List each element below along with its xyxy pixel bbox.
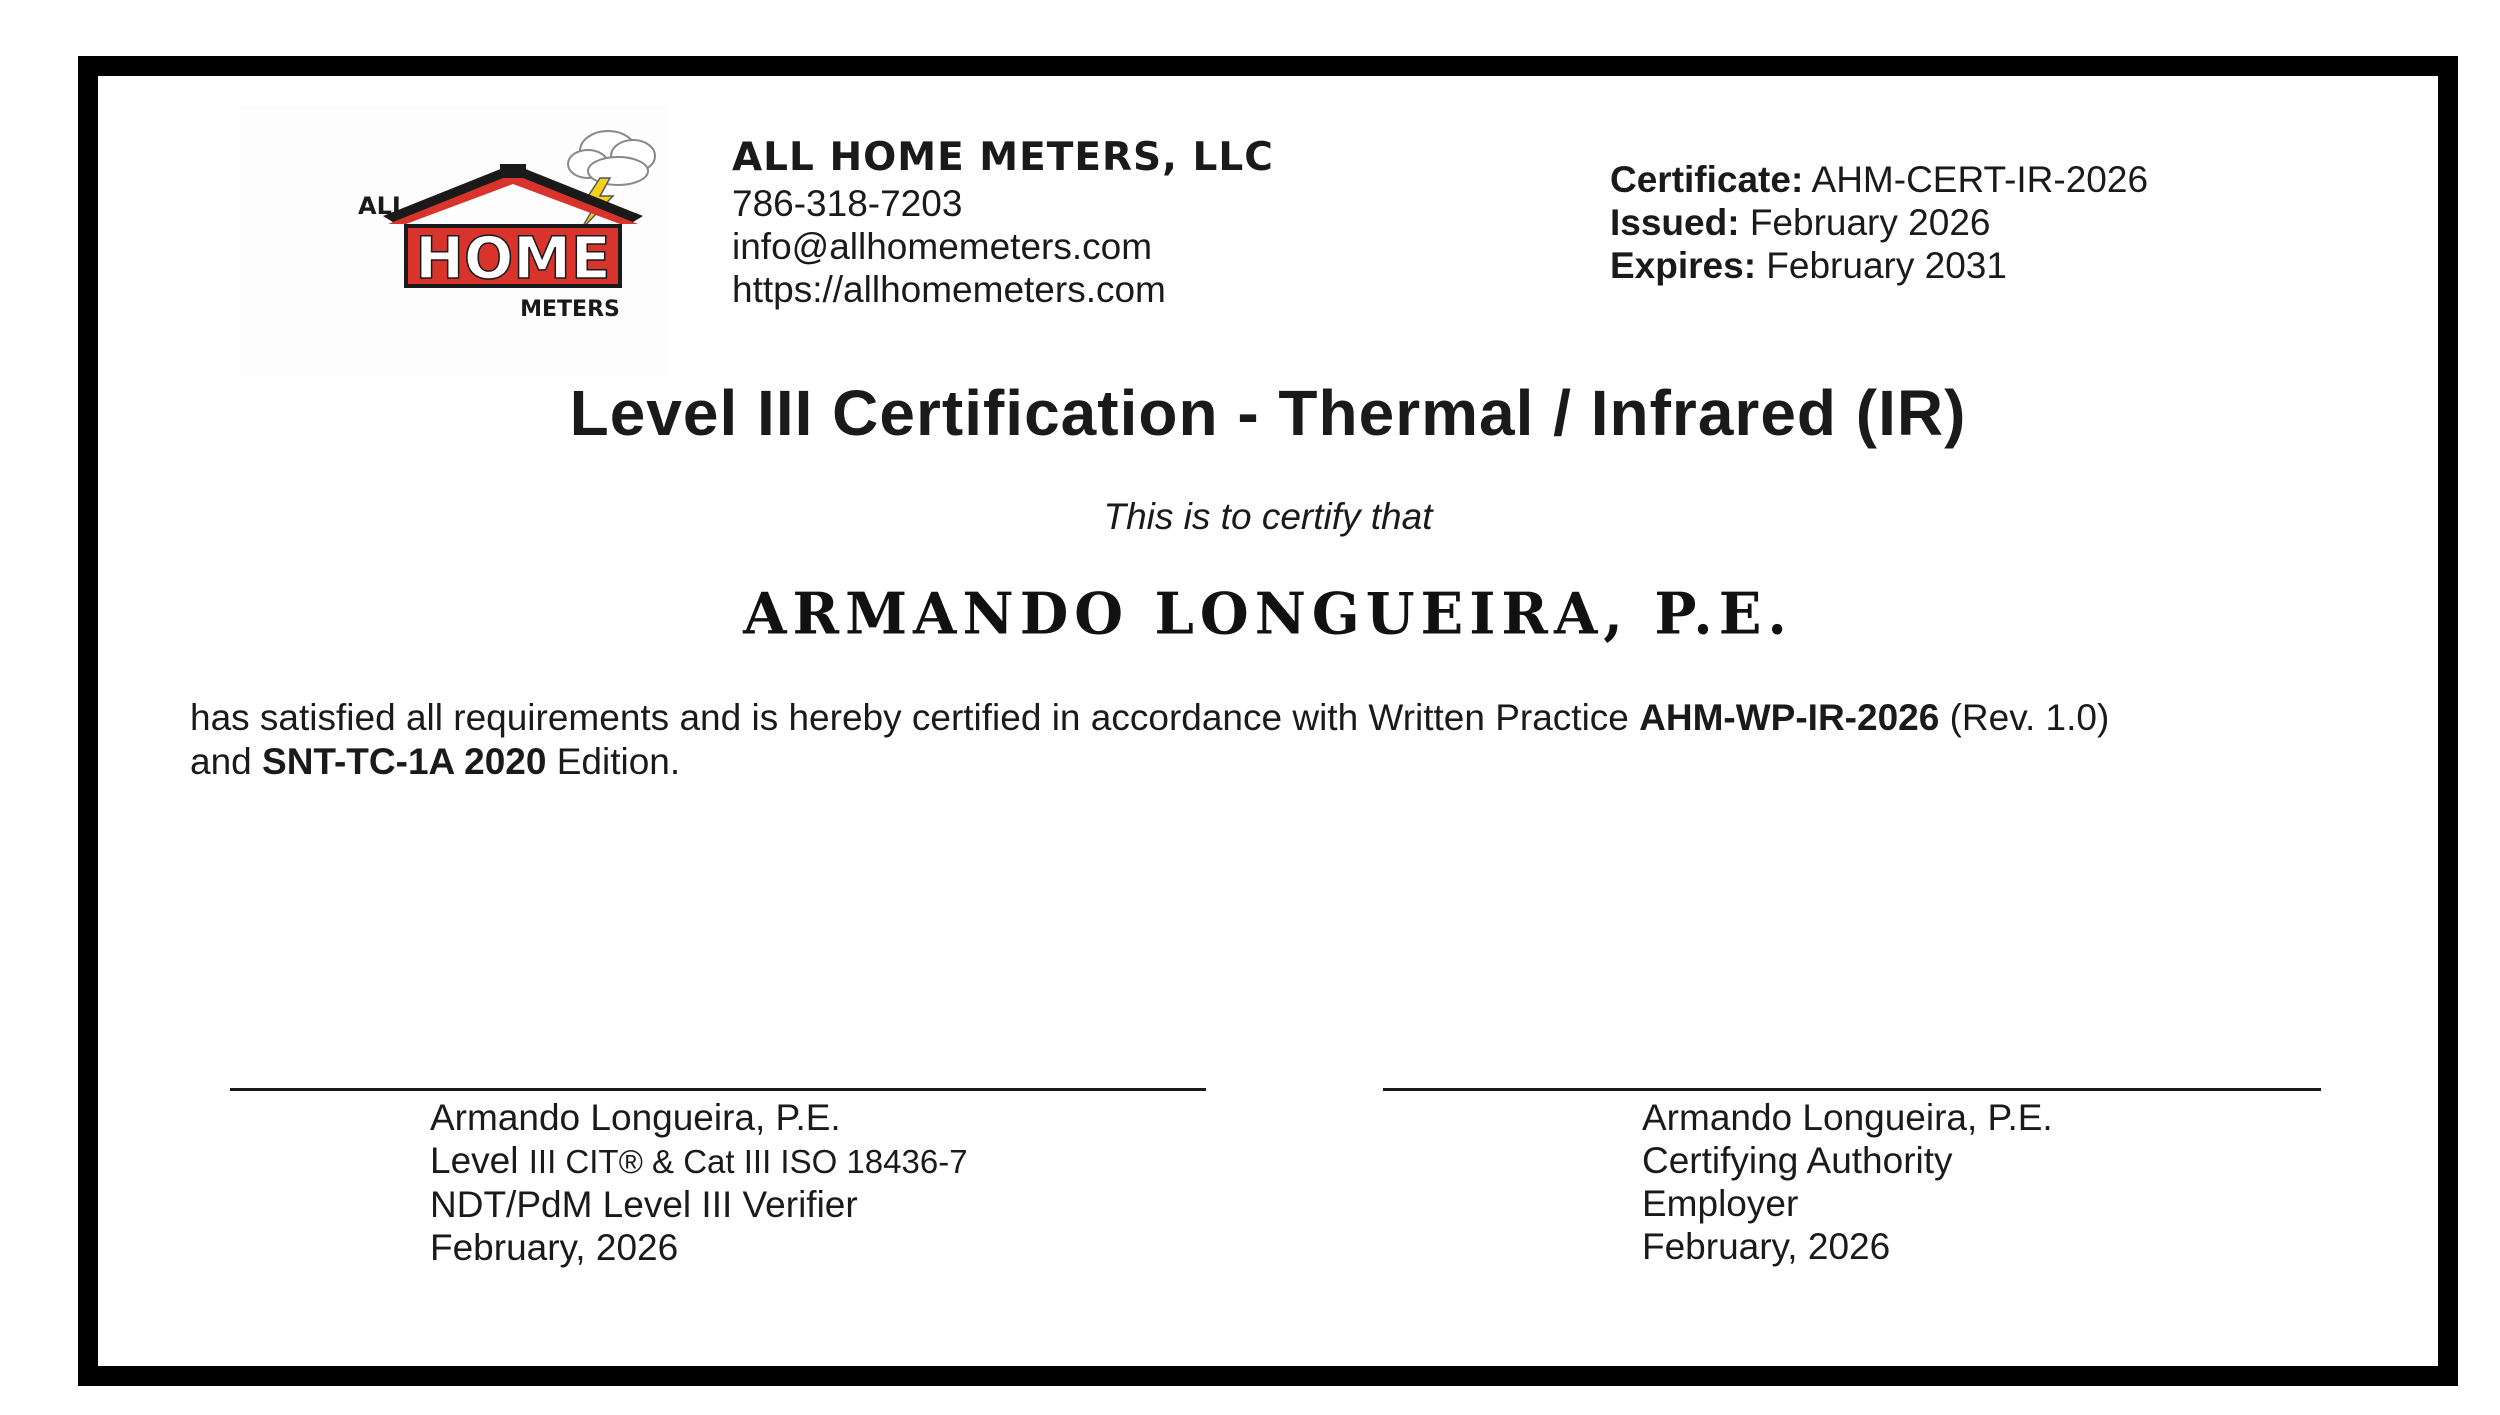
written-practice-id: AHM-WP-IR-2026 [1639,697,1940,738]
signer-date-right: February, 2026 [1642,1226,1891,1267]
certificate-number-row [1610,158,2410,201]
certify-text: This is to certify that [1103,496,1433,537]
signature-block-left [430,1096,968,1269]
company-logo [238,106,668,376]
issued-label: Issued: [1610,202,1740,243]
cred-prefix: Level [430,1140,529,1181]
signer-role-left: NDT/PdM Level III Verifier [430,1184,858,1225]
certificate-details [1610,158,2410,287]
certification-statement [190,696,2430,784]
signer-name-right: Armando Longueira, P.E. [1642,1097,2053,1138]
signer-name-left: Armando Longueira, P.E. [430,1097,841,1138]
statement-part2: (Rev. 1.0) [1939,697,2110,738]
cred-rest: III CIT® & Cat III ISO 18436-7 [528,1143,968,1180]
certificate-number: AHM-CERT-IR-2026 [1811,159,2149,200]
company-name: ALL HOME METERS, LLC [732,135,1274,180]
company-phone: 786-318-7203 [732,183,963,224]
company-info [732,134,1532,311]
statement-part3: and [190,741,263,782]
issued-row [1610,201,2410,244]
certificate-frame [78,56,2458,1386]
company-website: https://allhomemeters.com [732,269,1166,310]
expires-date: February 2031 [1766,245,2007,286]
signature-line-left [230,1088,1206,1091]
issued-date: February 2026 [1749,202,1991,243]
certificate-title: Level III Certification - Thermal / Infrared (IR) [569,377,1967,449]
logo-word-all: ALL [358,192,408,220]
signature-block-right [1642,1096,2053,1268]
statement-part1: has satisfied all requirements and is hereby certified in accordance with Written Practice [190,697,1640,738]
logo-word-home: HOME [415,224,611,292]
standard-id: SNT-TC-1A 2020 [262,741,547,782]
signer-credentials-left [430,1139,968,1183]
company-email: info@allhomemeters.com [732,226,1153,267]
logo-word-meters: METERS [520,297,620,322]
signer-date-left: February, 2026 [430,1227,679,1268]
expires-row [1610,244,2410,287]
cloud-icon [568,131,655,185]
certificate-label: Certificate: [1610,159,1804,200]
expires-label: Expires: [1610,245,1757,286]
recipient-name: ARMANDO LONGUEIRA, P.E. [743,580,1793,648]
statement-part4: Edition. [546,741,681,782]
signer-role2-right: Employer [1642,1183,1799,1224]
signer-role-right: Certifying Authority [1642,1140,1953,1181]
signature-line-right [1383,1088,2321,1091]
